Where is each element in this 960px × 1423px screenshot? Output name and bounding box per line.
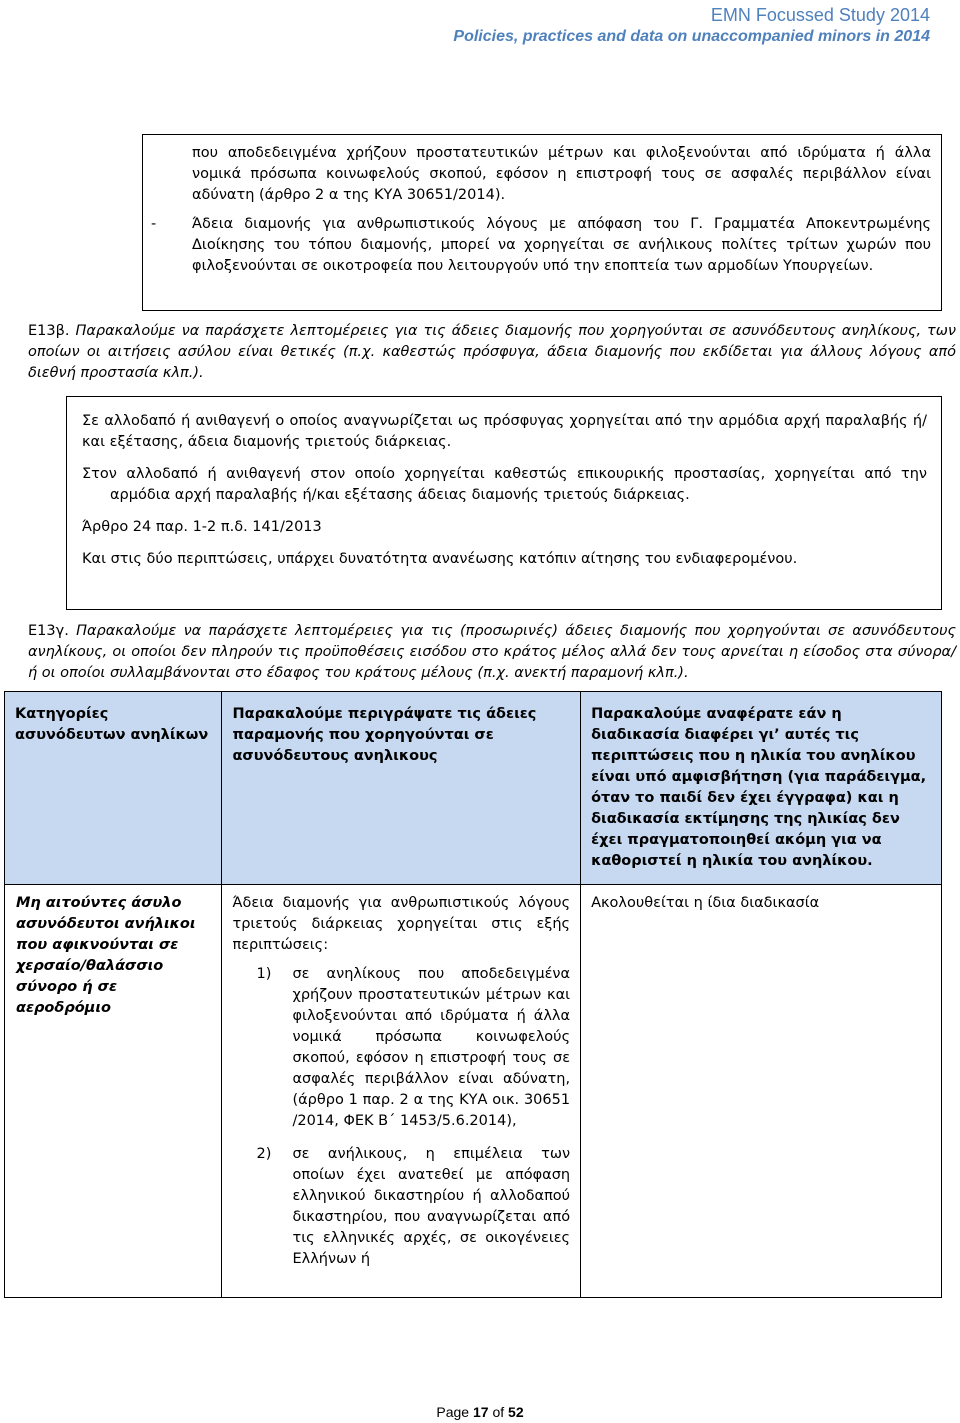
footer-of: of — [492, 1404, 505, 1420]
table-cell-procedure — [581, 885, 942, 1298]
page-footer — [0, 1402, 960, 1423]
header-study-subtitle: Policies, practices and data on unaccompanied minors in 2014 — [453, 28, 930, 45]
header-study-title: EMN Focussed Study 2014 — [710, 5, 930, 25]
footer-page-total: 52 — [508, 1404, 524, 1420]
table-cell-category — [5, 885, 222, 1298]
answer-e13b-legal-ref: Άρθρο 24 παρ. 1-2 π.δ. 141/2013 — [82, 519, 322, 535]
answer-e13b-refugee: Σε αλλοδαπό ή ανιθαγενή ο οποίος αναγνωρίζεται ως πρόσφυγας χορηγείται από την αρμόδια αρχή παραλαβής ή/και εξέτασης, άδεια διαμονής τριετούς διάρκειας. — [82, 413, 927, 450]
page-header — [453, 4, 930, 48]
answer-bullet — [151, 214, 931, 277]
answer-continuation: που αποδεδειγμένα χρήζουν προστατευτικών μέτρων και φιλοξενούνται από ιδρύματα ή άλλα νομικά πρόσωπα κοινωφελούς σκοπού, εφόσον η επιστροφή τους σε ασφαλές περιβάλλον είναι αδύνατη (άρθρο 2 α της ΚΥΑ 30651/2014). — [192, 145, 931, 203]
answer-e13b-subsidiary: Στον αλλοδαπό ή ανιθαγενή στον οποίο χορηγείται καθεστώς επικουρικής προστασίας, χορηγείται από την αρμόδια αρχή παραλαβής ή/και εξέτασης άδειας διαμονής τριετούς διάρκειας. — [82, 466, 927, 503]
table-header-age-dispute: Παρακαλούμε αναφέρατε εάν η διαδικασία διαφέρει γι’ αυτές τις περιπτώσεις που η ηλικία του ανηλίκου είναι υπό αμφισβήτηση (για παράδειγμα, όταν το παιδί δεν έχει έγγραφα) και η διαδικασία εκτίμησης της ηλικίας δεν έχει πραγματοποιηθεί ακόμη για να καθοριστεί η ηλικία του ανηλίκου. — [581, 692, 942, 885]
table-header-categories: Κατηγορίες ασυνόδευτων ανηλίκων — [5, 692, 222, 885]
table-header-permits: Παρακαλούμε περιγράψατε τις άδειες παραμονής που χορηγούνται σε ασυνόδευτους ανηλικους — [222, 692, 581, 885]
question-e13c — [28, 621, 956, 684]
procedure-text: Ακολουθείται η ίδια διαδικασία — [591, 895, 820, 911]
question-e13c-label: E13γ. — [28, 623, 69, 639]
question-e13b-label: E13β. — [28, 323, 70, 339]
permits-list — [232, 964, 570, 1270]
list-item — [256, 964, 571, 1132]
category-label: Μη αιτούντες άσυλο ασυνόδευτοι ανήλικοι που αφικνούνται σε χερσαίο/θαλάσσιο σύνορο ή σε αεροδρόμιο — [16, 895, 196, 1016]
list-item-text: σε ανηλίκους που αποδεδειγμένα χρήζουν προστατευτικών μέτρων και φιλοξενούνται από ιδρύματα ή άλλα νομικά πρόσωπα κοινωφελούς σκοπού, εφόσον η επιστροφή τους σε ασφαλές περιβάλλον είναι αδύνατη, (άρθρο 1 παρ. 2 α της ΚΥΑ οικ. 30651 /2014, ΦΕΚ Β΄ 1453/5.6.2014), — [292, 966, 571, 1129]
permits-table — [4, 691, 942, 1298]
list-item-number: 2) — [256, 1146, 272, 1162]
bullet-dash-marker: - — [151, 216, 157, 232]
question-e13c-text: Παρακαλούμε να παράσχετε λεπτομέρειες για τις (προσωρινές) άδειες διαμονής που χορηγούνται σε ασυνόδευτους ανηλίκους, οι οποίοι δεν πληρούν τις προϋποθέσεις εισόδου στο κράτος μέλος αλλά δεν τους αρνείται η είσοδος στα σύνορα/ή οι οποίοι συλλαμβάνονται στο έδαφος του κράτους μέλους (π.χ. ανεκτή παραμονή κλπ.). — [28, 623, 957, 681]
permits-intro: Άδεια διαμονής για ανθρωπιστικούς λόγους τριετούς διάρκειας χορηγείται στις εξής περιπτώσεις: — [232, 895, 571, 953]
answer-box-residence-permits — [142, 134, 942, 311]
answer-box-e13b — [66, 396, 942, 610]
question-e13b — [28, 321, 956, 384]
table-row — [5, 885, 942, 1298]
list-item — [256, 1144, 571, 1270]
table-cell-permits — [222, 885, 581, 1298]
list-item-text: σε ανήλικους, η επιμέλεια των οποίων έχει ανατεθεί με απόφαση ελληνικού δικαστηρίου ή αλλοδαπού δικαστηρίου, που αναγνωρίζεται από τις ελληνικές αρχές, σε οικογένειες Ελλήνων ή — [292, 1146, 571, 1267]
question-e13b-text: Παρακαλούμε να παράσχετε λεπτομέρειες για τις άδειες διαμονής που χορηγούνται σε ασυνόδευτους ανηλίκους, των οποίων οι αιτήσεις ασύλου είναι θετικές (π.χ. καθεστώς πρόσφυγα, άδεια διαμονής που εκδίδεται για άλλους λόγους από διεθνή προστασία κλπ.). — [28, 323, 956, 381]
list-item-number: 1) — [256, 966, 272, 982]
table-header-row — [5, 692, 942, 885]
footer-page-prefix: Page — [436, 1404, 470, 1420]
answer-bullet-text: Άδεια διαμονής για ανθρωπιστικούς λόγους με απόφαση του Γ. Γραμματέα Αποκεντρωμένης Διοίκησης του τόπου διαμονής, μπορεί να χορηγείται σε ανήλικους πολίτες τρίτων χωρών που φιλοξενούνται σε οικοτροφεία που λειτουργούν υπό την εποπτεία των αρμοδίων Υπουργείων. — [192, 216, 931, 274]
footer-page-number: 17 — [472, 1404, 489, 1420]
answer-e13b-renewal: Και στις δύο περιπτώσεις, υπάρχει δυνατότητα ανανέωσης κατόπιν αίτησης του ενδιαφερομένου. — [82, 551, 798, 567]
